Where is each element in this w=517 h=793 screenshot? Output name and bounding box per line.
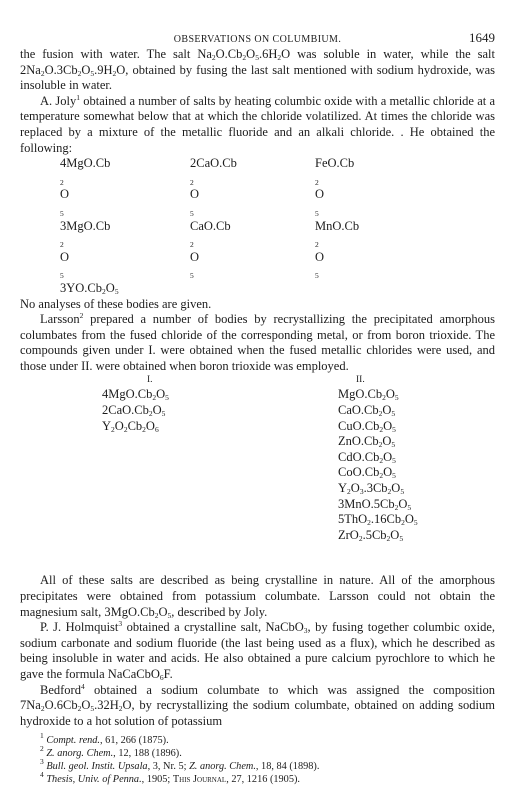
formula: MnO.Cb $_2$ O $_5$ bbox=[315, 218, 360, 281]
formula: $ZrO_2.5Cb_2O_5$ bbox=[338, 527, 404, 543]
column-header: I. bbox=[147, 375, 153, 386]
column-i bbox=[102, 374, 169, 434]
formula: $3MnO.5Cb_2O_5$ bbox=[338, 496, 412, 512]
footnote: $^4$ Thesis, Univ. of Penna., 1905; This Journal, 27, 1216 (1905). bbox=[40, 770, 300, 786]
running-header bbox=[20, 30, 495, 47]
paragraph-bedford: Bedford$^4$ obtained a sodium columbate to which was assigned the composition $7Na_2O.6Cb_2O_5.32H_2O$, by recrystallizing the sodium columbate, obtained on adding sodium hydroxide to a hot solution of potassium bbox=[20, 681, 495, 728]
formula: $CdO.Cb_2O_5$ bbox=[338, 449, 396, 465]
paragraph-holmquist: P. J. Holmquist$^3$ obtained a crystalline salt, NaCbO$_3$, by fusing together columbic oxide, sodium carbonate and sodium fluoride (the last being used as a flux), which he described as being insoluble in water and acids. He also obtained a pure calcium pyrochlore to which he gave the formula NaCaCbO$_6$F. bbox=[20, 619, 495, 683]
formula: $CaO.Cb_2O_5$ bbox=[338, 403, 396, 419]
footnote-ref: 1 bbox=[76, 92, 80, 102]
column-ii bbox=[338, 374, 418, 543]
formula: 4MgO.Cb $_2$ O $_5$ bbox=[60, 156, 111, 218]
formula: 3MgO.Cb $_2$ O $_5$ bbox=[60, 218, 111, 281]
formula: $CuO.Cb_2O_5$ bbox=[338, 418, 396, 434]
formula: $4MgO.Cb_2O_5$ bbox=[102, 387, 169, 403]
formula: $CoO.Cb_2O_5$ bbox=[338, 465, 396, 481]
paragraph-larsson: Larsson$^2$ prepared a number of bodies by recrystallizing the precipitated amorphous columbates from the fused chloride of the corresponding metal, or from boron trioxide. The compounds given under I. were obtained when the fused metallic chlorides were used, and those under II. were obtained when boron trioxide was employed. bbox=[20, 311, 495, 373]
paragraph-no-analyses: No analyses of these bodies are given. bbox=[20, 296, 212, 311]
footnote: $^2$ Z. anorg. Chem., 12, 188 (1896). bbox=[40, 744, 182, 760]
running-title: OBSERVATIONS ON COLUMBIUM. bbox=[173, 34, 342, 45]
paragraph-crystalline: All of these salts are described as being crystalline in nature. All of the amorphous precipitates were obtained from potassium columbate. Larsson could not obtain the magnesium salt, $3MgO.Cb_2O_5$, described by Joly. bbox=[20, 573, 495, 620]
column-header: II. bbox=[356, 375, 365, 386]
page-number: 1649 bbox=[469, 30, 495, 45]
footnote: $^1$ Compt. rend., 61, 266 (1875). bbox=[40, 731, 169, 747]
formula: $3YO.Cb_2O_5$ bbox=[60, 280, 119, 296]
formula: $ZnO.Cb_2O_5$ bbox=[338, 434, 396, 450]
footnote: $^3$ Bull. geol. Instit. Upsala, 3, Nr. 5; Z. anorg. Chem., 18, 84 (1898). bbox=[40, 757, 320, 773]
paragraph-joly: A. Joly$^1$ obtained a number of salts by heating columbic oxide with a metallic chloride at a temperature somewhat below that at which the chloride volatilized. At times the chloride was replaced by a mixture of the metallic fluoride and an alkali chloride. . He obtained the following: bbox=[20, 92, 495, 155]
larsson-compound-table bbox=[20, 374, 495, 573]
footnotes bbox=[20, 731, 495, 786]
formula: $MgO.Cb_2O_5$ bbox=[338, 387, 399, 403]
footnote-ref: 3 bbox=[118, 619, 123, 629]
formula: 2CaO.Cb $_2$ O $_5$ bbox=[190, 156, 237, 218]
formula: FeO.Cb $_2$ O $_5$ bbox=[315, 156, 355, 218]
joly-compound-list bbox=[20, 156, 495, 296]
formula: $Y_2O_3.3Cb_2O_5$ bbox=[338, 481, 405, 497]
footnote-ref: 2 bbox=[79, 311, 84, 321]
formula: $5ThO_2.16Cb_2O_5$ bbox=[338, 512, 418, 528]
formula: $2CaO.Cb_2O_5$ bbox=[102, 403, 166, 419]
footnote-ref: 4 bbox=[80, 681, 85, 691]
formula: CaO.Cb $_2$ O $_5$ bbox=[190, 218, 231, 281]
paragraph-continued: the fusion with water. The salt $Na_2O.Cb_2O_5.6H_2O$ was soluble in water, while the salt $2Na_2O.3Cb_2O_5.9H_2O$, obtained by fusing the last salt mentioned with sodium hydroxide, was insoluble in water. bbox=[20, 47, 495, 93]
formula: $Y_2O_2Cb_2O_6$ bbox=[102, 418, 159, 434]
